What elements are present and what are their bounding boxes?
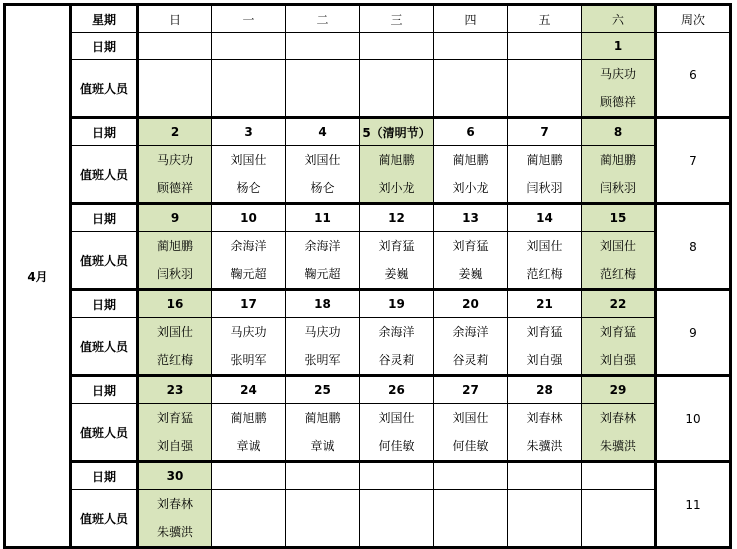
header-row	[5, 5, 731, 33]
duty-cell	[286, 404, 360, 462]
duty-person: 刘国仕	[230, 153, 267, 167]
duty-cell	[582, 404, 656, 462]
date-row-label: 日期	[71, 376, 138, 404]
duty-cell	[434, 232, 508, 290]
date-cell: 16	[138, 290, 212, 318]
date-cell	[508, 33, 582, 60]
date-row-label: 日期	[71, 118, 138, 146]
duty-person: 闫秋羽	[599, 181, 636, 195]
date-cell: 1	[582, 33, 656, 60]
duty-cell	[286, 490, 360, 548]
week-number-header: 周次	[656, 5, 731, 33]
duty-person: 蔺旭鹏	[230, 411, 267, 425]
duty-person: 谷灵莉	[378, 353, 415, 367]
duty-row-label: 值班人员	[71, 404, 138, 462]
date-cell: 29	[582, 376, 656, 404]
duty-cell	[434, 146, 508, 204]
duty-cell	[138, 318, 212, 376]
date-cell	[360, 462, 434, 490]
duty-person: 马庆功	[304, 325, 341, 339]
duty-person: 刘育猛	[526, 325, 563, 339]
duty-person: 范红梅	[156, 353, 193, 367]
duty-cell	[508, 404, 582, 462]
duty-cell	[434, 490, 508, 548]
duty-person: 刘国仕	[452, 411, 489, 425]
duty-cell	[508, 232, 582, 290]
duty-person: 章诚	[310, 439, 335, 453]
duty-person: 何佳敏	[452, 439, 489, 453]
date-cell: 19	[360, 290, 434, 318]
duty-cell	[582, 318, 656, 376]
duty-cell	[212, 60, 286, 118]
duty-row	[5, 490, 731, 548]
date-row	[5, 204, 731, 232]
duty-cell	[138, 60, 212, 118]
duty-person: 马庆功	[230, 325, 267, 339]
duty-person: 闫秋羽	[526, 181, 563, 195]
date-cell: 6	[434, 118, 508, 146]
duty-person: 闫秋羽	[156, 267, 193, 281]
date-cell	[138, 33, 212, 60]
date-cell: 9	[138, 204, 212, 232]
duty-cell	[212, 232, 286, 290]
duty-cell	[508, 146, 582, 204]
duty-row	[5, 146, 731, 204]
duty-row-label: 值班人员	[71, 146, 138, 204]
duty-person: 刘自强	[599, 353, 636, 367]
date-cell: 27	[434, 376, 508, 404]
date-row-label: 日期	[71, 33, 138, 60]
weekday-sat: 六	[582, 5, 656, 33]
duty-row-label: 值班人员	[71, 318, 138, 376]
date-cell	[582, 462, 656, 490]
date-cell: 23	[138, 376, 212, 404]
date-cell: 4	[286, 118, 360, 146]
duty-person: 刘自强	[156, 439, 193, 453]
weekday-fri: 五	[508, 5, 582, 33]
duty-person: 刘育猛	[452, 239, 489, 253]
duty-cell	[582, 60, 656, 118]
duty-cell	[360, 232, 434, 290]
weekday-tue: 二	[286, 5, 360, 33]
duty-row-label: 值班人员	[71, 490, 138, 548]
duty-cell	[286, 60, 360, 118]
duty-person: 姜巍	[384, 267, 409, 281]
duty-person: 蔺旭鹏	[452, 153, 489, 167]
duty-cell	[360, 404, 434, 462]
duty-person: 刘春林	[526, 411, 563, 425]
date-cell: 21	[508, 290, 582, 318]
duty-row-label: 值班人员	[71, 60, 138, 118]
duty-cell	[286, 232, 360, 290]
date-cell: 24	[212, 376, 286, 404]
duty-cell	[138, 232, 212, 290]
duty-cell	[360, 60, 434, 118]
duty-row	[5, 318, 731, 376]
duty-person: 朱骥洪	[156, 525, 193, 539]
date-row-label: 日期	[71, 290, 138, 318]
duty-person: 刘春林	[156, 497, 193, 511]
duty-person: 刘育猛	[378, 239, 415, 253]
duty-person: 蔺旭鹏	[378, 153, 415, 167]
date-cell: 8	[582, 118, 656, 146]
duty-person: 刘国仕	[599, 239, 636, 253]
duty-cell	[434, 404, 508, 462]
date-cell: 13	[434, 204, 508, 232]
date-cell: 25	[286, 376, 360, 404]
duty-cell	[138, 146, 212, 204]
duty-cell	[138, 490, 212, 548]
date-row-label: 日期	[71, 462, 138, 490]
weekday-wed: 三	[360, 5, 434, 33]
duty-person: 余海洋	[452, 325, 489, 339]
duty-cell	[434, 60, 508, 118]
duty-person: 顾德祥	[599, 95, 636, 109]
duty-person: 刘国仕	[526, 239, 563, 253]
duty-cell	[360, 318, 434, 376]
date-cell: 7	[508, 118, 582, 146]
duty-person: 余海洋	[378, 325, 415, 339]
date-cell: 2	[138, 118, 212, 146]
week-number: 9	[656, 290, 731, 376]
duty-person: 谷灵莉	[452, 353, 489, 367]
duty-person: 杨仑	[236, 181, 261, 195]
duty-cell	[212, 318, 286, 376]
date-cell: 14	[508, 204, 582, 232]
date-row	[5, 462, 731, 490]
duty-row	[5, 60, 731, 118]
date-cell	[286, 462, 360, 490]
duty-person: 蔺旭鹏	[156, 239, 193, 253]
duty-cell	[582, 146, 656, 204]
week-number: 6	[656, 33, 731, 118]
duty-person: 蔺旭鹏	[599, 153, 636, 167]
date-cell: 11	[286, 204, 360, 232]
date-row	[5, 33, 731, 60]
duty-cell	[212, 490, 286, 548]
date-row	[5, 376, 731, 404]
duty-person: 马庆功	[156, 153, 193, 167]
duty-cell	[138, 404, 212, 462]
duty-person: 余海洋	[304, 239, 341, 253]
duty-row-label: 值班人员	[71, 232, 138, 290]
duty-person: 鞠元超	[230, 267, 267, 281]
duty-row	[5, 404, 731, 462]
duty-person: 刘国仕	[304, 153, 341, 167]
duty-person: 马庆功	[599, 67, 636, 81]
duty-person: 章诚	[236, 439, 261, 453]
date-row	[5, 118, 731, 146]
duty-person: 刘国仕	[156, 325, 193, 339]
week-number: 11	[656, 462, 731, 548]
duty-person: 刘小龙	[452, 181, 489, 195]
date-cell: 17	[212, 290, 286, 318]
duty-person: 刘育猛	[599, 325, 636, 339]
duty-person: 范红梅	[599, 267, 636, 281]
date-cell	[508, 462, 582, 490]
duty-person: 张明军	[230, 353, 267, 367]
duty-row	[5, 232, 731, 290]
date-cell: 3	[212, 118, 286, 146]
date-cell: 20	[434, 290, 508, 318]
date-cell: 10	[212, 204, 286, 232]
duty-cell	[286, 146, 360, 204]
date-row	[5, 290, 731, 318]
weekday-mon: 一	[212, 5, 286, 33]
duty-person: 刘国仕	[378, 411, 415, 425]
date-cell: 15	[582, 204, 656, 232]
month-label: 4月	[5, 5, 71, 548]
date-cell	[212, 462, 286, 490]
date-cell: 18	[286, 290, 360, 318]
duty-person: 朱骥洪	[526, 439, 563, 453]
duty-person: 鞠元超	[304, 267, 341, 281]
date-cell	[286, 33, 360, 60]
duty-person: 余海洋	[230, 239, 267, 253]
week-number: 7	[656, 118, 731, 204]
duty-person: 蔺旭鹏	[304, 411, 341, 425]
duty-cell	[508, 490, 582, 548]
week-number: 8	[656, 204, 731, 290]
duty-cell	[286, 318, 360, 376]
date-cell	[360, 33, 434, 60]
date-row-label: 日期	[71, 204, 138, 232]
weekday-sun: 日	[138, 5, 212, 33]
duty-cell	[582, 232, 656, 290]
duty-cell	[360, 146, 434, 204]
date-cell	[434, 33, 508, 60]
duty-person: 刘育猛	[156, 411, 193, 425]
date-cell: 30	[138, 462, 212, 490]
date-cell	[212, 33, 286, 60]
duty-schedule-table	[3, 3, 732, 549]
duty-person: 范红梅	[526, 267, 563, 281]
date-cell: 22	[582, 290, 656, 318]
weekday-thu: 四	[434, 5, 508, 33]
date-cell	[434, 462, 508, 490]
duty-person: 顾德祥	[156, 181, 193, 195]
date-cell: 5（清明节）	[360, 118, 434, 146]
date-cell: 12	[360, 204, 434, 232]
duty-cell	[582, 490, 656, 548]
duty-person: 张明军	[304, 353, 341, 367]
duty-person: 姜巍	[458, 267, 483, 281]
duty-person: 刘小龙	[378, 181, 415, 195]
duty-cell	[212, 146, 286, 204]
duty-cell	[434, 318, 508, 376]
date-cell: 28	[508, 376, 582, 404]
duty-person: 何佳敏	[378, 439, 415, 453]
duty-person: 杨仑	[310, 181, 335, 195]
weekday-header-label: 星期	[71, 5, 138, 33]
duty-person: 蔺旭鹏	[526, 153, 563, 167]
date-cell: 26	[360, 376, 434, 404]
duty-person: 刘自强	[526, 353, 563, 367]
week-number: 10	[656, 376, 731, 462]
duty-person: 刘春林	[599, 411, 636, 425]
duty-cell	[360, 490, 434, 548]
duty-person: 朱骥洪	[599, 439, 636, 453]
duty-cell	[212, 404, 286, 462]
duty-cell	[508, 60, 582, 118]
duty-cell	[508, 318, 582, 376]
